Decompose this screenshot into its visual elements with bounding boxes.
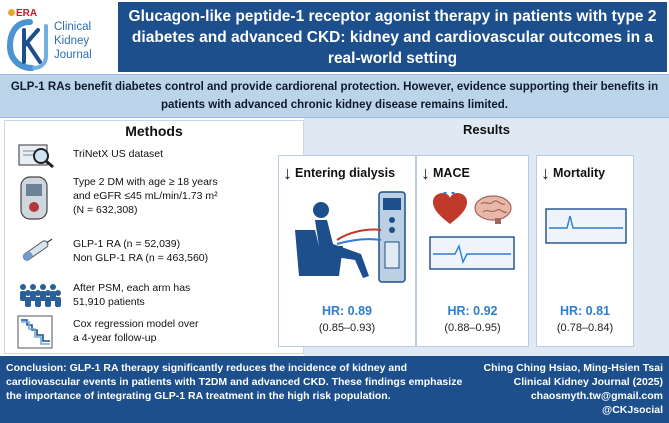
method-text: 51,910 patients: [73, 296, 145, 308]
survival-curve-icon: [17, 315, 53, 349]
down-arrow-icon: ↓: [541, 163, 550, 183]
down-arrow-icon: ↓: [421, 163, 430, 183]
result-label: MACE: [433, 166, 470, 180]
result-card-mace: [416, 155, 529, 347]
down-arrow-icon: ↓: [283, 163, 292, 183]
confidence-interval: (0.78–0.84): [556, 322, 614, 334]
hazard-ratio: HR: 0.92: [447, 304, 498, 318]
authors: Ching Ching Hsiao, Ming-Hsien Tsai: [483, 362, 663, 374]
brain-icon: [473, 194, 513, 224]
ecg-monitor-icon: [545, 208, 627, 244]
result-card-dialysis: [278, 155, 416, 347]
method-text: (N = 632,308): [73, 204, 138, 216]
confidence-interval: (0.85–0.93): [318, 322, 376, 334]
method-text: Non GLP-1 RA (n = 463,560): [73, 252, 209, 264]
background-statement: GLP-1 RAs benefit diabetes control and provide cardiorenal protection. However, evidence supporting their benefits in patients with advanced chronic kidney disease remains limited.: [0, 74, 669, 118]
header: [0, 0, 669, 74]
dialysis-patient-icon: [289, 190, 407, 286]
article-title: Glucagon-like peptide-1 receptor agonist therapy in patients with type 2 diabetes and advanced CKD: kidney and cardiovascular outcomes in a real-world setting: [118, 2, 667, 72]
social-handle: @CKJsocial: [601, 404, 663, 416]
journal-logo: [4, 2, 116, 72]
contact-email: chaosmyth.tw@gmail.com: [530, 390, 663, 402]
magnifier-document-icon: [17, 143, 57, 169]
era-badge: ERA: [8, 8, 37, 19]
result-card-mortality: [536, 155, 634, 347]
results-panel: [283, 118, 669, 356]
confidence-interval: (0.88–0.95): [444, 322, 501, 334]
injection-pen-icon: [17, 235, 57, 263]
glucose-meter-icon: [17, 175, 51, 221]
credits: [463, 361, 663, 417]
hazard-ratio: HR: 0.89: [321, 304, 373, 318]
footer: [0, 356, 669, 423]
ckj-logo-icon: [6, 16, 54, 72]
results-heading: Results: [463, 122, 510, 137]
methods-heading: Methods: [125, 123, 183, 139]
journal-name: Clinical Kidney Journal: [54, 21, 92, 61]
method-text: TriNetX US dataset: [73, 148, 164, 160]
conclusion-text: Conclusion: GLP-1 RA therapy significantly reduces the incidence of kidney and cardiovascular events in patients with T2DM and advanced CKD. These findings emphasize the importance of integrating GLP-1 RA treatment in the high risk population.: [6, 362, 463, 402]
method-text: a 4-year follow-up: [73, 332, 157, 344]
method-text: and eGFR ≤45 mL/min/1.73 m²: [73, 190, 218, 202]
ecg-monitor-icon: [429, 236, 515, 270]
method-text: Cox regression model over: [73, 318, 199, 330]
methods-panel: [4, 120, 304, 354]
result-label: Mortality: [553, 166, 606, 180]
hazard-ratio: HR: 0.81: [559, 304, 611, 318]
method-text: After PSM, each arm has: [73, 282, 191, 294]
method-text: GLP-1 RA (n = 52,039): [73, 238, 181, 250]
heart-icon: [431, 192, 469, 226]
result-label: Entering dialysis: [295, 166, 396, 180]
people-group-icon: [17, 281, 63, 309]
method-text: Type 2 DM with age ≥ 18 years: [73, 176, 218, 188]
journal-citation: Clinical Kidney Journal (2025): [513, 376, 663, 388]
